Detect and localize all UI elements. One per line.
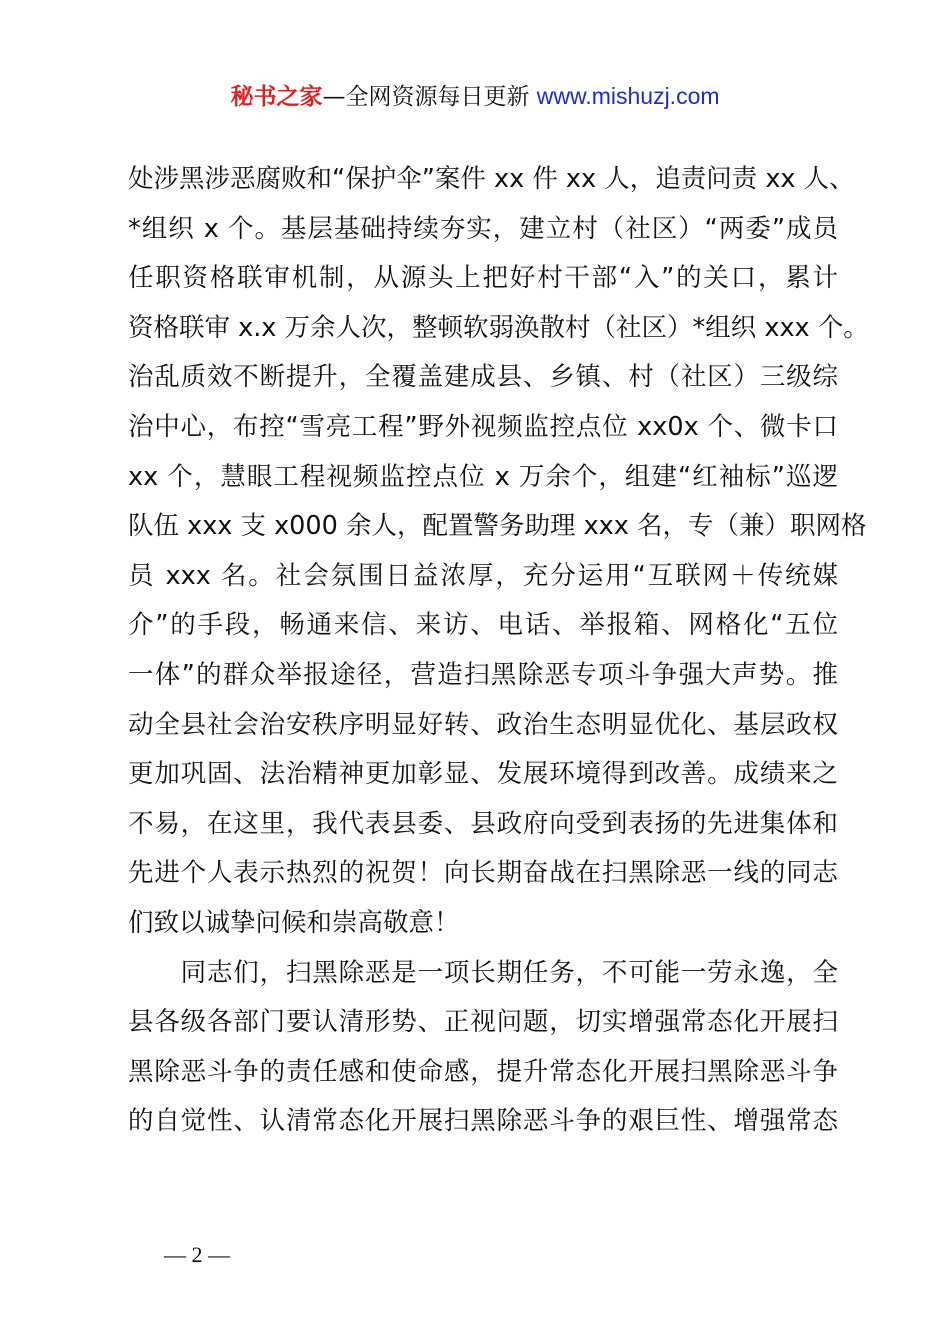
text-line: 同志们，扫黑除恶是一项长期任务，不可能一劳永逸，全 [128,957,838,988]
text-line: 们致以诚挚问候和崇高敬意！ [128,907,460,938]
document-body [128,155,869,1147]
text-line: 治中心，布控“雪亮工程”野外视频监控点位 xx0x 个、微卡口 [128,411,838,442]
text-line: 先进个人表示热烈的祝贺！向长期奋战在扫黑除恶一线的同志 [128,858,838,889]
text-line: 一体”的群众举报途径，营造扫黑除恶专项斗争强大声势。推 [128,659,838,690]
site-url: www.mishuzj.com [536,83,720,109]
page-number: — 2 — [164,1242,230,1267]
header-tagline: —全网资源每日更新 [322,84,537,110]
watermark-header [0,80,950,113]
text-line: 黑除恶斗争的责任感和使命感，提升常态化开展扫黑除恶斗争 [128,1056,838,1087]
text-line: 的自觉性、认清常态化开展扫黑除恶斗争的艰巨性、增强常态 [128,1106,838,1137]
text-line: 治乱质效不断提升，全覆盖建成县、乡镇、村（社区）三级综 [128,362,838,393]
brand-name: 秘书之家 [230,84,323,110]
text-line: xx 个，慧眼工程视频监控点位 x 万余个，组建“红袖标”巡逻 [128,461,838,492]
text-line: *组织 x 个。基层基础持续夯实，建立村（社区）“两委”成员 [128,213,838,244]
text-line: 队伍 xxx 支 x000 余人，配置警务助理 xxx 名，专（兼）职网格 [128,511,867,542]
text-line: 资格联审 x.x 万余人次，整顿软弱涣散村（社区）*组织 xxx 个。 [128,312,869,343]
text-line: 动全县社会治安秩序明显好转、政治生态明显优化、基层政权 [128,709,838,740]
text-line: 处涉黑涉恶腐败和“保护伞”案件 xx 件 xx 人，追责问责 xx 人、 [128,164,855,194]
text-line: 更加巩固、法治精神更加彰显、发展环境得到改善。成绩来之 [128,759,838,790]
text-line: 不易，在这里，我代表县委、县政府向受到表扬的先进集体和 [128,808,838,839]
text-line: 介”的手段，畅通来信、来访、电话、举报箱、网格化“五位 [128,610,838,641]
text-line: 县各级各部门要认清形势、正视问题，切实增强常态化开展扫 [128,1007,838,1038]
text-line: 任职资格联审机制，从源头上把好村干部“入”的关口，累计 [128,263,838,294]
text-line: 员 xxx 名。社会氛围日益浓厚，充分运用“互联网＋传统媒 [128,560,838,591]
